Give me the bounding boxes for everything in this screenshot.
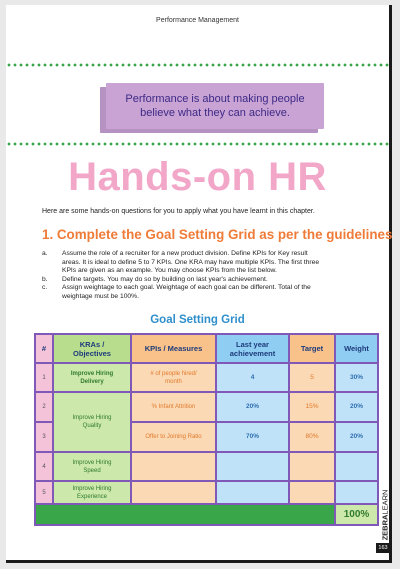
instruction-line: areas. It is ideal to define 5 to 7 KPIs. One KRA may have multiple KPIs. The first three: [62, 258, 320, 266]
grid-title: Goal Setting Grid: [150, 314, 245, 326]
instruction-line: Assign weightage to each goal. Weightage of each goal can be different. Total of the: [62, 284, 311, 292]
row-last-year: 4: [217, 364, 288, 391]
row-weight-empty[interactable]: [336, 482, 377, 503]
document-page: [6, 5, 392, 563]
kra-line: Improve Hiring: [72, 415, 112, 421]
row-weight: 20%: [336, 393, 377, 421]
intro-text: Here are some hands-on questions for you to apply what you have learnt in this chapter.: [42, 208, 315, 215]
kra-line: Quality: [82, 423, 102, 429]
total-row-bar: [36, 505, 334, 524]
row-last-year: 20%: [217, 393, 288, 421]
row-kra: [54, 364, 130, 391]
row-num: 3: [36, 423, 52, 451]
instruction-line: KPIs are given as an example. You may choose KPIs from the list below.: [62, 267, 277, 275]
row-target: 15%: [290, 393, 334, 421]
row-kra-merged: [54, 393, 130, 451]
row-last-year-empty[interactable]: [217, 482, 288, 503]
instruction-line: Define targets. You may do so by building on last year's achievement.: [62, 275, 268, 283]
brand-text: [381, 490, 390, 541]
list-marker: c.: [42, 284, 48, 292]
row-num: 2: [36, 393, 52, 421]
header-last-year: [217, 335, 288, 362]
instruction-item: [42, 276, 372, 285]
kra-line: Improve Hiring: [72, 459, 112, 466]
instruction-item: [42, 250, 372, 276]
page-number: 163: [376, 543, 390, 553]
header-kra: [54, 335, 130, 362]
kra-line: Delivery: [80, 378, 104, 385]
kpi-line: # of people hired/: [150, 370, 197, 377]
instruction-line: Assume the role of a recruiter for a new product division. Define KPIs for Key result: [62, 250, 308, 257]
quote-box: [106, 83, 324, 129]
row-target: 80%: [290, 423, 334, 451]
quote-line-2: believe what they can achieve.: [140, 107, 290, 119]
row-target-empty[interactable]: [290, 453, 334, 480]
header-kra-line: Objectives: [73, 348, 111, 358]
row-kpi: % Infant Attrition: [132, 393, 215, 421]
running-head: Performance Management: [156, 17, 239, 24]
header-weight: Weight: [336, 335, 377, 362]
dotted-divider-top: [6, 63, 389, 67]
kra-line: Improve Hiring: [72, 485, 112, 492]
total-weight: 100%: [336, 505, 377, 524]
instruction-item: [42, 284, 372, 301]
instruction-line: weightage must be 100%.: [62, 292, 139, 300]
header-target: Target: [290, 335, 334, 362]
section-heading: 1. Complete the Goal Setting Grid as per the guidelines: [42, 227, 393, 242]
row-kra: [54, 453, 130, 480]
quote-text: [125, 92, 304, 120]
kra-line: Improve Hiring: [70, 370, 114, 377]
row-weight: 20%: [336, 423, 377, 451]
row-last-year: 70%: [217, 423, 288, 451]
row-num: 4: [36, 453, 52, 480]
row-kra: [54, 482, 130, 503]
page-title: Hands-on HR: [68, 155, 327, 199]
instruction-list: [42, 250, 372, 302]
header-kra-line: KRAs /: [79, 339, 105, 349]
row-weight-empty[interactable]: [336, 453, 377, 480]
header-kpi: KPIs / Measures: [132, 335, 215, 362]
row-num: 5: [36, 482, 52, 503]
kra-line: Speed: [83, 467, 101, 474]
list-marker: a.: [42, 250, 48, 257]
goal-setting-grid: [34, 333, 379, 526]
row-num: 1: [36, 364, 52, 391]
row-kpi: Offer to Joining Ratio: [132, 423, 215, 451]
header-num: #: [36, 335, 52, 362]
header-last-line: Last year: [236, 339, 269, 349]
row-last-year-empty[interactable]: [217, 453, 288, 480]
header-last-line: achievement: [229, 348, 276, 358]
quote-line-1: Performance is about making people: [125, 93, 305, 105]
row-weight: 30%: [336, 364, 377, 391]
brand-light: LEARN: [380, 489, 390, 515]
dotted-divider-bottom: [6, 142, 389, 146]
row-kpi: [132, 364, 215, 391]
row-kpi-empty[interactable]: [132, 453, 215, 480]
kra-line: Experience: [76, 493, 108, 500]
row-kpi-empty[interactable]: [132, 482, 215, 503]
brand-bold: ZEBRA: [380, 514, 390, 541]
kpi-line: month: [165, 378, 182, 385]
list-marker: b.: [42, 275, 48, 283]
row-target: 5: [290, 364, 334, 391]
row-target-empty[interactable]: [290, 482, 334, 503]
